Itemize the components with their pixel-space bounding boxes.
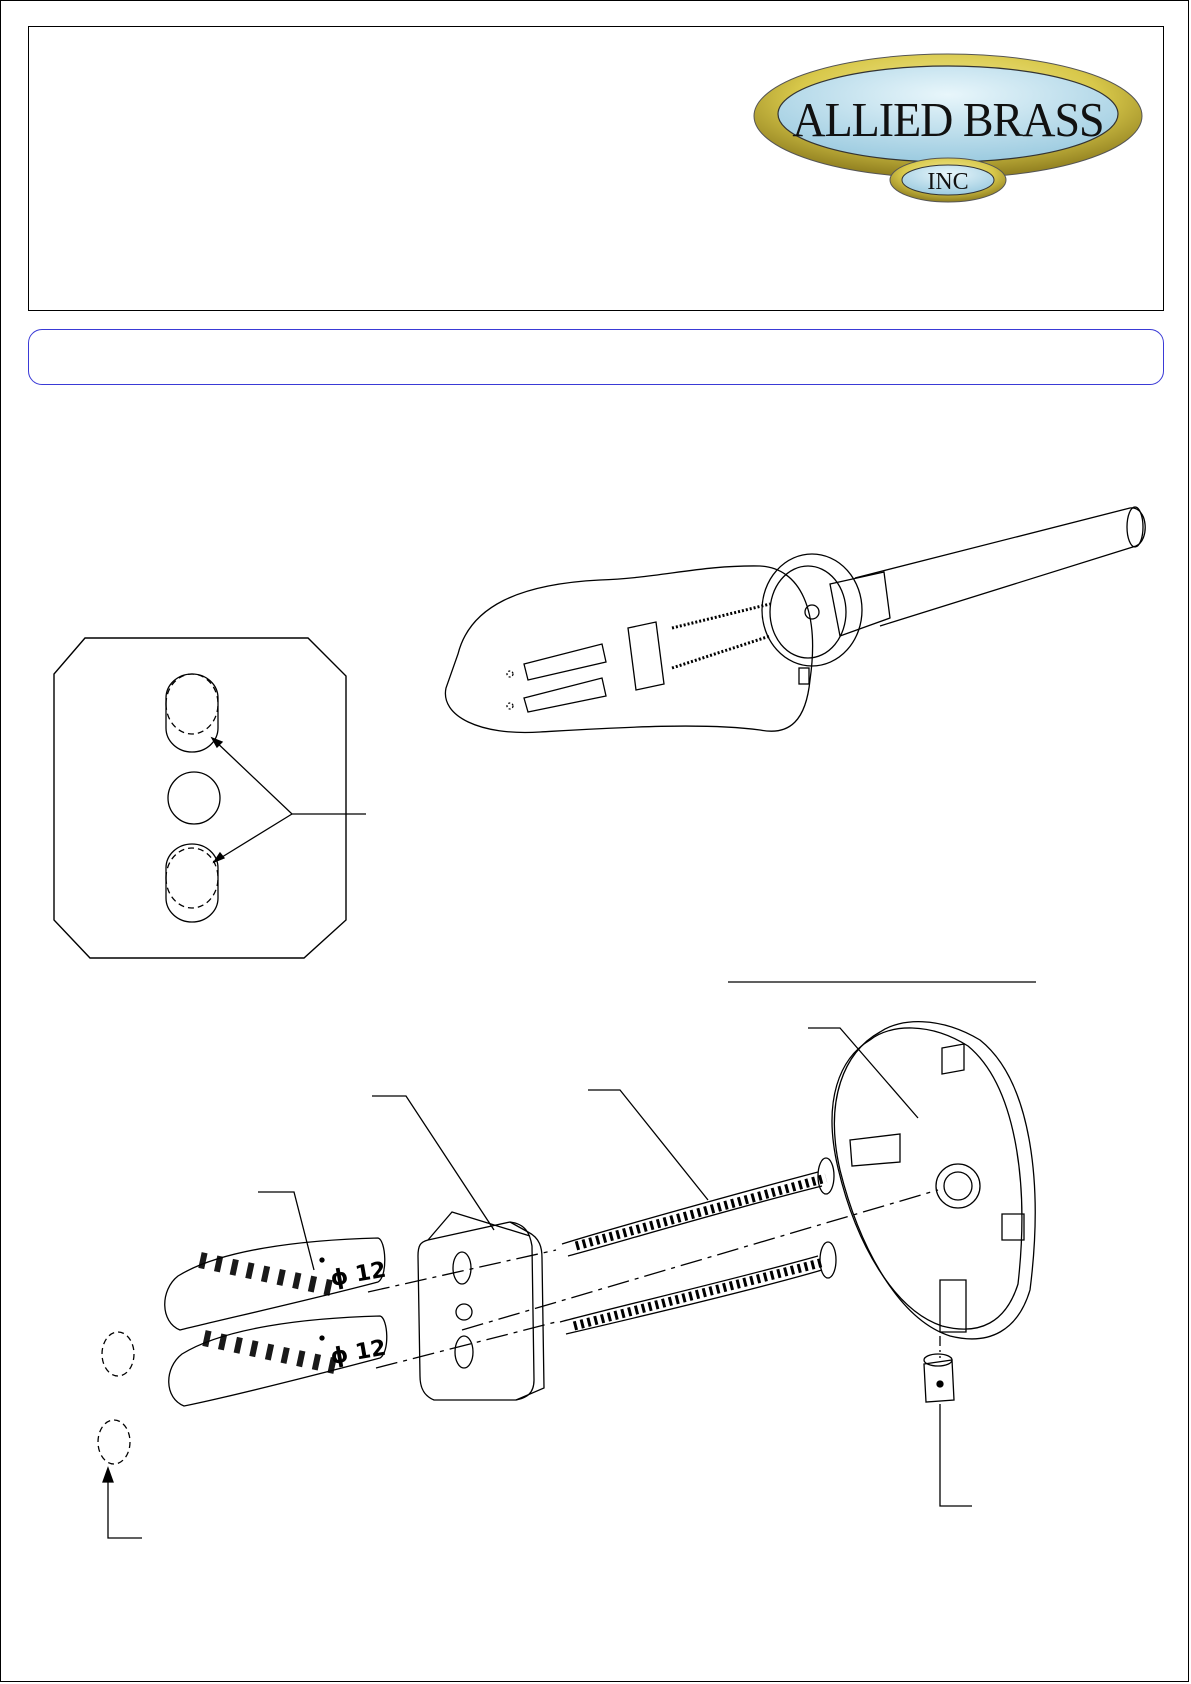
flange-face (832, 1028, 1022, 1329)
template-leader-branch (214, 814, 292, 862)
overview-mounting-plate (628, 622, 664, 690)
template-slot-upper-hidden (166, 674, 218, 734)
flange-threaded-hole-inner (944, 1172, 972, 1200)
flange-lug-right (1002, 1214, 1024, 1240)
anchor-upper-ribs (200, 1260, 340, 1290)
wall-hole-lower (98, 1420, 130, 1464)
template-slot-lower-hidden (166, 848, 218, 908)
screw-upper-shank-b (568, 1186, 822, 1256)
anchor-lower-ribs (204, 1338, 344, 1368)
anchor-upper-dot (320, 1258, 324, 1262)
flange-rim (834, 1022, 1035, 1339)
overview-screw-lower (672, 636, 770, 668)
wall-hole-arrowhead (103, 1468, 113, 1482)
overview-anchor-lower (524, 678, 606, 712)
overview-flange-inner (770, 566, 846, 658)
overview-drill-hole-upper (507, 671, 513, 677)
centerline-upper (368, 1250, 556, 1292)
exploded-mounting-plate (372, 1096, 544, 1400)
exploded-screws (560, 1090, 836, 1334)
logo-wordmark: ALLIED BRASS (792, 94, 1104, 148)
template-leader (212, 738, 366, 814)
screw-upper-threads (576, 1178, 826, 1246)
mounting-template-detail (54, 638, 366, 958)
plate-leader (372, 1096, 494, 1230)
flange-lug-bottom (940, 1280, 966, 1332)
overview-flange-hole (805, 605, 819, 619)
template-slot-upper (166, 674, 218, 752)
screw-lower-head (820, 1242, 836, 1278)
plate-slot-upper (453, 1252, 471, 1284)
wall-silhouette (445, 566, 812, 733)
screw-lower-shank (560, 1256, 818, 1322)
screw-upper-shank (562, 1172, 818, 1244)
wall-hole-leader (108, 1476, 142, 1538)
plate-front (418, 1222, 534, 1400)
flange-lug-left (850, 1134, 900, 1166)
anchor-leader (258, 1192, 314, 1270)
towel-bar-rod (855, 508, 1145, 626)
template-outline (54, 638, 346, 958)
anchor-lower-label: ϕ 12 (328, 1335, 388, 1370)
wall-holes (98, 1332, 142, 1538)
overview-assembly (445, 507, 1145, 733)
setscrew-leader (940, 1404, 972, 1506)
logo-inc: INC (927, 169, 969, 195)
flange-lug-top (942, 1044, 964, 1074)
screw-lower-shank-b (566, 1270, 822, 1334)
overview-setscrew (799, 668, 809, 684)
overview-screw-upper (672, 604, 770, 628)
setscrew-hex (937, 1381, 943, 1387)
rod-end (1127, 507, 1143, 547)
anchor-upper-label: ϕ 12 (328, 1257, 388, 1292)
exploded-setscrew (924, 1336, 972, 1506)
exploded-anchors (165, 1192, 388, 1406)
wall-hole-upper (102, 1332, 134, 1376)
exploded-flange (808, 1022, 1035, 1339)
plate-center-hole (456, 1304, 472, 1320)
flange-leader (808, 1028, 918, 1118)
flange-threaded-hole (936, 1164, 980, 1208)
anchor-lower-dot (320, 1336, 324, 1340)
plate-edge (428, 1212, 530, 1240)
template-center-hole (168, 772, 220, 824)
screw-lower-threads (574, 1262, 824, 1326)
screw-leader (588, 1090, 708, 1200)
overview-drill-hole-lower (507, 703, 513, 709)
plate-slot-lower (455, 1336, 473, 1368)
overview-anchor-upper (524, 644, 606, 680)
